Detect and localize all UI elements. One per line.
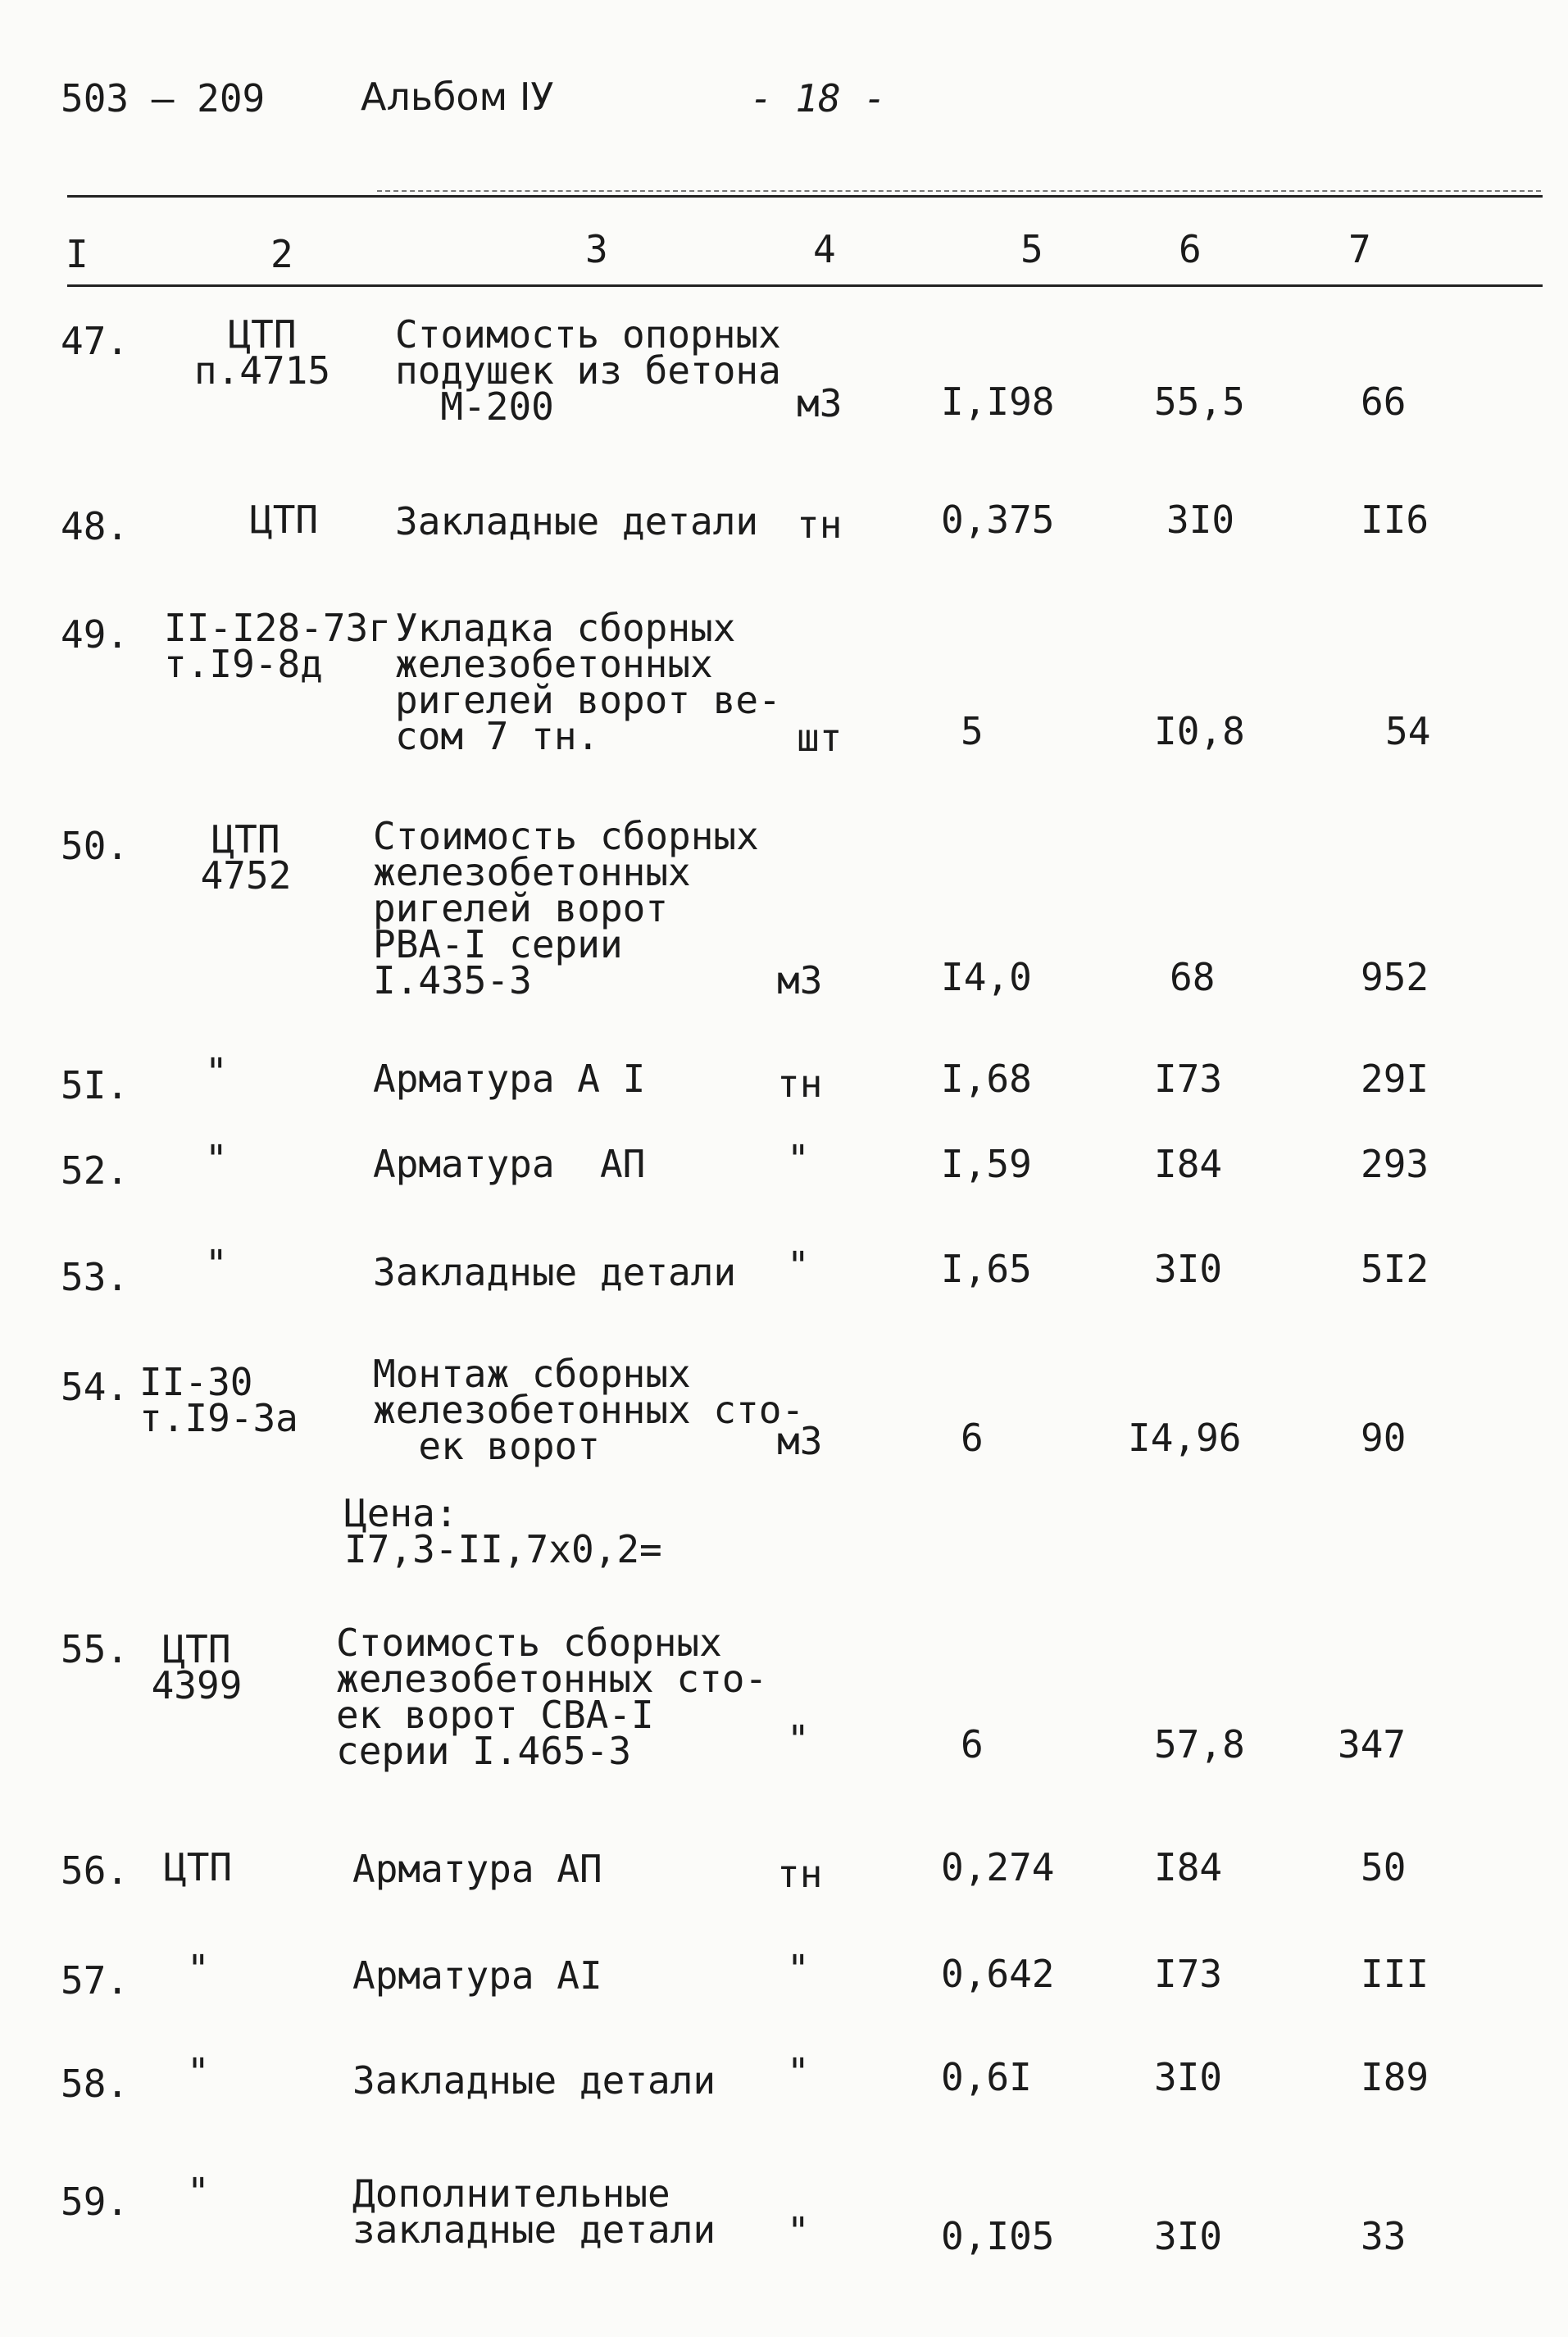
row-description: Монтаж сборных железобетонных сто- ек ворот (373, 1352, 805, 1468)
row-code: ЦТП (164, 1845, 233, 1889)
col-header-2: 2 (270, 232, 293, 276)
row-price: 3I0 (1154, 2055, 1223, 2099)
row-description: Стоимость сборных железобетонных ригелей ворот РВА-I серии I.435-3 (373, 814, 759, 1003)
row-total: 5I2 (1361, 1247, 1429, 1291)
row-quantity: 6 (961, 1722, 984, 1766)
row-description: Арматура А I (373, 1057, 646, 1101)
row-num: 49. (61, 612, 130, 657)
row-price: 3I0 (1154, 1247, 1223, 1291)
col-header-7: 7 (1348, 227, 1371, 271)
row-unit: " (787, 1947, 810, 1991)
row-total: 29I (1361, 1057, 1429, 1101)
col-header-1: I (66, 232, 89, 276)
row-unit: тн (777, 1852, 823, 1896)
row-unit: тн (797, 502, 843, 547)
row-price: I73 (1154, 1952, 1223, 1996)
row-num: 53. (61, 1255, 130, 1299)
row-code: " (205, 1137, 228, 1181)
row-description: Стоимость опорных подушек из бетона М-200 (395, 312, 781, 429)
row-total: 347 (1338, 1722, 1407, 1766)
row-price: 68 (1170, 955, 1216, 999)
row-total: I89 (1361, 2055, 1429, 2099)
row-total: 50 (1361, 1845, 1407, 1889)
row-unit: " (787, 2050, 810, 2094)
row-total: 293 (1361, 1142, 1429, 1186)
row-unit: м3 (777, 1419, 823, 1463)
row-price: I84 (1154, 1845, 1223, 1889)
row-price: 3I0 (1154, 2214, 1223, 2258)
row-price: 3I0 (1166, 498, 1235, 542)
row-quantity: I,I98 (941, 380, 1055, 424)
row-quantity: I4,0 (941, 955, 1032, 999)
col-header-6: 6 (1179, 227, 1202, 271)
row-quantity: 6 (961, 1416, 984, 1460)
row-quantity: I,59 (941, 1142, 1032, 1186)
row-description: Укладка сборных железобетонных ригелей ворот ве- сом 7 тн. (395, 606, 781, 758)
row-code: " (205, 1242, 228, 1286)
price-note: Цена: I7,3-II,7х0,2= (344, 1491, 662, 1571)
row-quantity: I,65 (941, 1247, 1032, 1291)
row-total: 66 (1361, 380, 1407, 424)
row-description: Закладные детали (395, 499, 759, 543)
row-price: I0,8 (1154, 709, 1245, 753)
row-quantity: I,68 (941, 1057, 1032, 1101)
row-unit: " (787, 1244, 810, 1288)
doc-number: 503 — 209 (61, 76, 266, 120)
row-description: Арматура АI (352, 1953, 602, 1998)
row-num: 57. (61, 1958, 130, 2003)
row-quantity: 0,375 (941, 498, 1055, 542)
col-header-3: 3 (585, 227, 608, 271)
row-unit: тн (777, 1062, 823, 1106)
row-code: II-I28-73г т.I9-8д (164, 606, 391, 686)
row-unit: м3 (777, 958, 823, 1003)
row-num: 59. (61, 2180, 130, 2224)
row-description: Арматура АП (352, 1847, 602, 1891)
row-quantity: 5 (961, 709, 984, 753)
row-num: 54. (61, 1365, 130, 1409)
row-num: 58. (61, 2062, 130, 2106)
row-unit: шт (797, 716, 843, 760)
row-price: I4,96 (1128, 1416, 1242, 1460)
row-code: " (187, 1947, 210, 1991)
top-rule (67, 195, 1543, 198)
row-code: II-30 т.I9-3а (139, 1360, 298, 1440)
row-num: 55. (61, 1627, 130, 1671)
row-num: 56. (61, 1848, 130, 1893)
row-quantity: 0,6I (941, 2055, 1032, 2099)
col-header-5: 5 (1020, 227, 1043, 271)
row-unit: м3 (797, 381, 843, 425)
row-num: 48. (61, 504, 130, 548)
row-code: ЦТП 4752 (200, 817, 292, 898)
row-code: ЦТП (250, 498, 319, 542)
row-total: II6 (1361, 498, 1429, 542)
row-quantity: 0,642 (941, 1952, 1055, 1996)
row-price: I73 (1154, 1057, 1223, 1101)
row-price: I84 (1154, 1142, 1223, 1186)
page-number: - 18 - (750, 76, 887, 120)
row-quantity: 0,I05 (941, 2214, 1055, 2258)
col-header-4: 4 (813, 227, 836, 271)
row-total: 33 (1361, 2214, 1407, 2258)
row-quantity: 0,274 (941, 1845, 1055, 1889)
row-description: Закладные детали (352, 2058, 716, 2103)
row-code: ЦТП п.4715 (193, 312, 331, 393)
row-description: Стоимость сборных железобетонных сто- ек ворот СВА-I серии I.465-3 (336, 1621, 768, 1773)
row-total: III (1361, 1952, 1429, 1996)
row-description: Закладные детали (373, 1250, 737, 1294)
row-unit: " (787, 2209, 810, 2253)
row-num: 50. (61, 824, 130, 868)
row-description: Арматура АП (373, 1142, 646, 1186)
row-code: " (187, 2170, 210, 2214)
row-code: " (187, 2050, 210, 2094)
row-description: Дополнительные закладные детали (352, 2171, 716, 2252)
row-price: 57,8 (1154, 1722, 1245, 1766)
row-price: 55,5 (1154, 380, 1245, 424)
row-code: " (205, 1050, 228, 1094)
row-num: 52. (61, 1148, 130, 1193)
row-code: ЦТП 4399 (151, 1627, 243, 1707)
row-unit: " (787, 1137, 810, 1181)
top-rule-dashed (377, 190, 1541, 192)
row-total: 54 (1385, 709, 1431, 753)
row-total: 952 (1361, 955, 1429, 999)
row-unit: " (787, 1717, 810, 1762)
row-total: 90 (1361, 1416, 1407, 1460)
album-label: Альбом IУ (361, 75, 554, 119)
header-rule (67, 284, 1543, 287)
row-num: 47. (61, 319, 130, 363)
row-num: 5I. (61, 1063, 130, 1107)
